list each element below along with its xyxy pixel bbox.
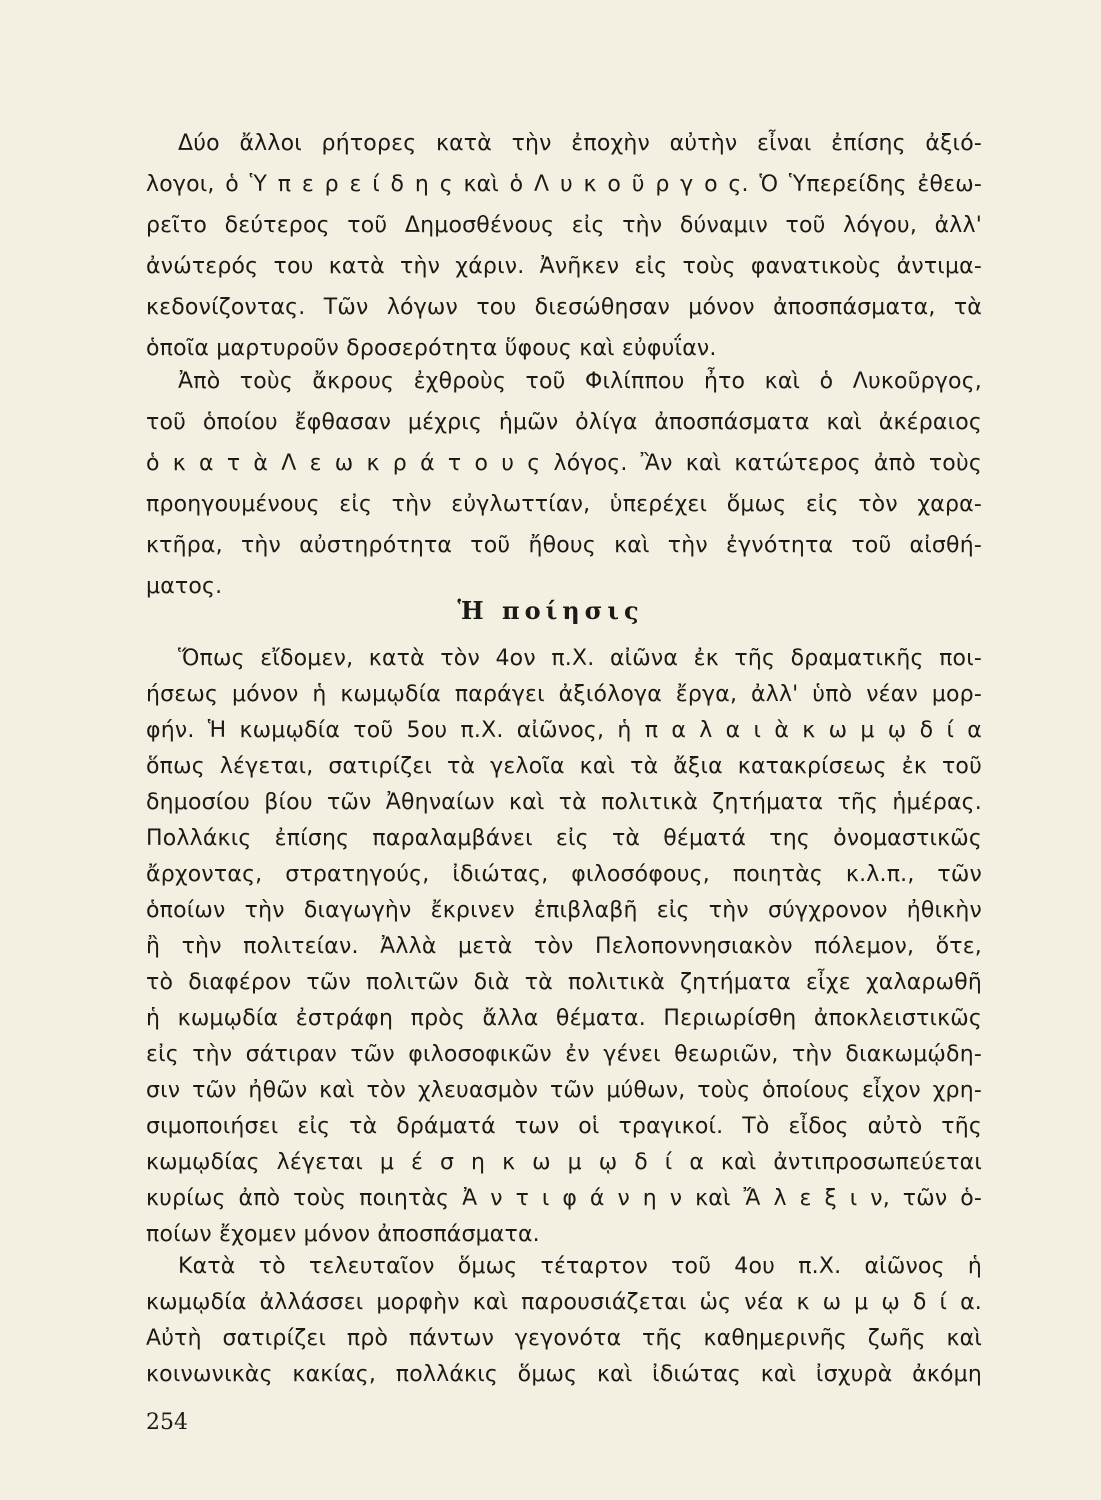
text-line: ὁποίων τὴν διαγωγὴν ἔκρινεν ἐπιβλαβῆ εἰς τὴν σύγχρονον ἠθικὴν [146, 898, 982, 923]
text-line: κωμῳδία ἀλλάσσει μορφὴν καὶ παρουσιάζεται ὡς νέα κ ω μ ῳ δ ί α. [146, 1290, 982, 1315]
text-line: σιμοποιήσει εἰς τὰ δράματά των οἱ τραγικοί. Τὸ εἶδος αὐτὸ τῆς [146, 1114, 982, 1139]
text-line: εἰς τὴν σάτιραν τῶν φιλοσοφικῶν ἐν γένει θεωριῶν, τὴν διακωμῴδη- [146, 1042, 982, 1067]
text-line: ἡ κωμῳδία ἐστράφη πρὸς ἄλλα θέματα. Περιωρίσθη ἀποκλειστικῶς [146, 1006, 982, 1031]
text-line: λογοι, ὁ Ὑ π ε ρ ε ί δ η ς καὶ ὁ Λ υ κ ο ῦ ρ γ ο ς. Ὁ Ὑπερείδης ἐθεω- [146, 172, 982, 197]
text-line: δημοσίου βίου τῶν Ἀθηναίων καὶ τὰ πολιτικὰ ζητήματα τῆς ἡμέρας. [146, 790, 982, 815]
text-line: κτῆρα, τὴν αὐστηρότητα τοῦ ἤθους καὶ τὴν ἐγνότητα τοῦ αἰσθή- [146, 533, 982, 558]
text-line: ματος. [146, 574, 223, 599]
text-line: ὁποῖα μαρτυροῦν δροσερότητα ὕφους καὶ εὐφυΐαν. [146, 336, 717, 361]
page-number: 254 [146, 1410, 188, 1435]
text-line: φήν. Ἡ κωμῳδία τοῦ 5ου π.Χ. αἰῶνος, ἡ π α λ α ι ὰ κ ω μ ῳ δ ί α [146, 718, 982, 743]
text-line: κωμῳδίας λέγεται μ έ σ η κ ω μ ῳ δ ί α καὶ ἀντιπροσωπεύεται [146, 1150, 982, 1175]
text-line: ὁ κ α τ ὰ Λ ε ω κ ρ ά τ ο υ ς λόγος. Ἂν καὶ κατώτερος ἀπὸ τοὺς [146, 451, 982, 476]
text-line: ἢ τὴν πολιτείαν. Ἀλλὰ μετὰ τὸν Πελοποννησιακὸν πόλεμον, ὅτε, [146, 934, 982, 959]
text-line: Ὅπως εἴδομεν, κατὰ τὸν 4ον π.Χ. αἰῶνα ἐκ τῆς δραματικῆς ποι- [178, 646, 982, 671]
text-line: ἀνώτερός του κατὰ τὴν χάριν. Ἀνῆκεν εἰς τοὺς φανατικοὺς ἀντιμα- [146, 254, 982, 279]
text-line: σιν τῶν ἠθῶν καὶ τὸν χλευασμὸν τῶν μύθων, τοὺς ὁποίους εἶχον χρη- [146, 1078, 982, 1103]
text-line: Ἀπὸ τοὺς ἄκρους ἐχθροὺς τοῦ Φιλίππου ἦτο καὶ ὁ Λυκοῦργος, [178, 369, 982, 394]
text-line: προηγουμένους εἰς τὴν εὐγλωττίαν, ὑπερέχει ὅμως εἰς τὸν χαρα- [146, 492, 982, 517]
text-line: Αὐτὴ σατιρίζει πρὸ πάντων γεγονότα τῆς καθημερινῆς ζωῆς καὶ [146, 1326, 982, 1351]
text-line: κυρίως ἀπὸ τοὺς ποιητὰς Ἀ ν τ ι φ ά ν η ν καὶ Ἄ λ ε ξ ι ν, τῶν ὁ- [146, 1186, 982, 1211]
text-line: κεδονίζοντας. Τῶν λόγων του διεσώθησαν μόνον ἀποσπάσματα, τὰ [146, 295, 982, 320]
text-line: Δύο ἄλλοι ρήτορες κατὰ τὴν ἐποχὴν αὐτὴν εἶναι ἐπίσης ἀξιό- [178, 131, 982, 156]
text-line: ἄρχοντας, στρατηγούς, ἰδιώτας, φιλοσόφους, ποιητὰς κ.λ.π., τῶν [146, 862, 982, 887]
text-line: ήσεως μόνον ἡ κωμῳδία παράγει ἀξιόλογα ἔργα, ἀλλ' ὑπὸ νέαν μορ- [146, 682, 982, 707]
section-heading: Ἡ ποίησις [457, 596, 644, 625]
text-line: τὸ διαφέρον τῶν πολιτῶν διὰ τὰ πολιτικὰ ζητήματα εἶχε χαλαρωθῆ [146, 970, 982, 995]
text-line: κοινωνικὰς κακίας, πολλάκις ὅμως καὶ ἰδιώτας καὶ ἰσχυρὰ ἀκόμη [146, 1362, 982, 1387]
text-line: Κατὰ τὸ τελευταῖον ὅμως τέταρτον τοῦ 4ου π.Χ. αἰῶνος ἡ [178, 1254, 982, 1279]
text-line: Πολλάκις ἐπίσης παραλαμβάνει εἰς τὰ θέματά της ὀνομαστικῶς [146, 826, 982, 851]
text-line: ὅπως λέγεται, σατιρίζει τὰ γελοῖα καὶ τὰ ἄξια κατακρίσεως ἐκ τοῦ [146, 754, 982, 779]
text-line: τοῦ ὁποίου ἔφθασαν μέχρις ἡμῶν ὀλίγα ἀποσπάσματα καὶ ἀκέραιος [146, 410, 982, 435]
text-line: ποίων ἔχομεν μόνον ἀποσπάσματα. [146, 1222, 540, 1247]
text-line: ρεῖτο δεύτερος τοῦ Δημοσθένους εἰς τὴν δύναμιν τοῦ λόγου, ἀλλ' [146, 213, 982, 238]
